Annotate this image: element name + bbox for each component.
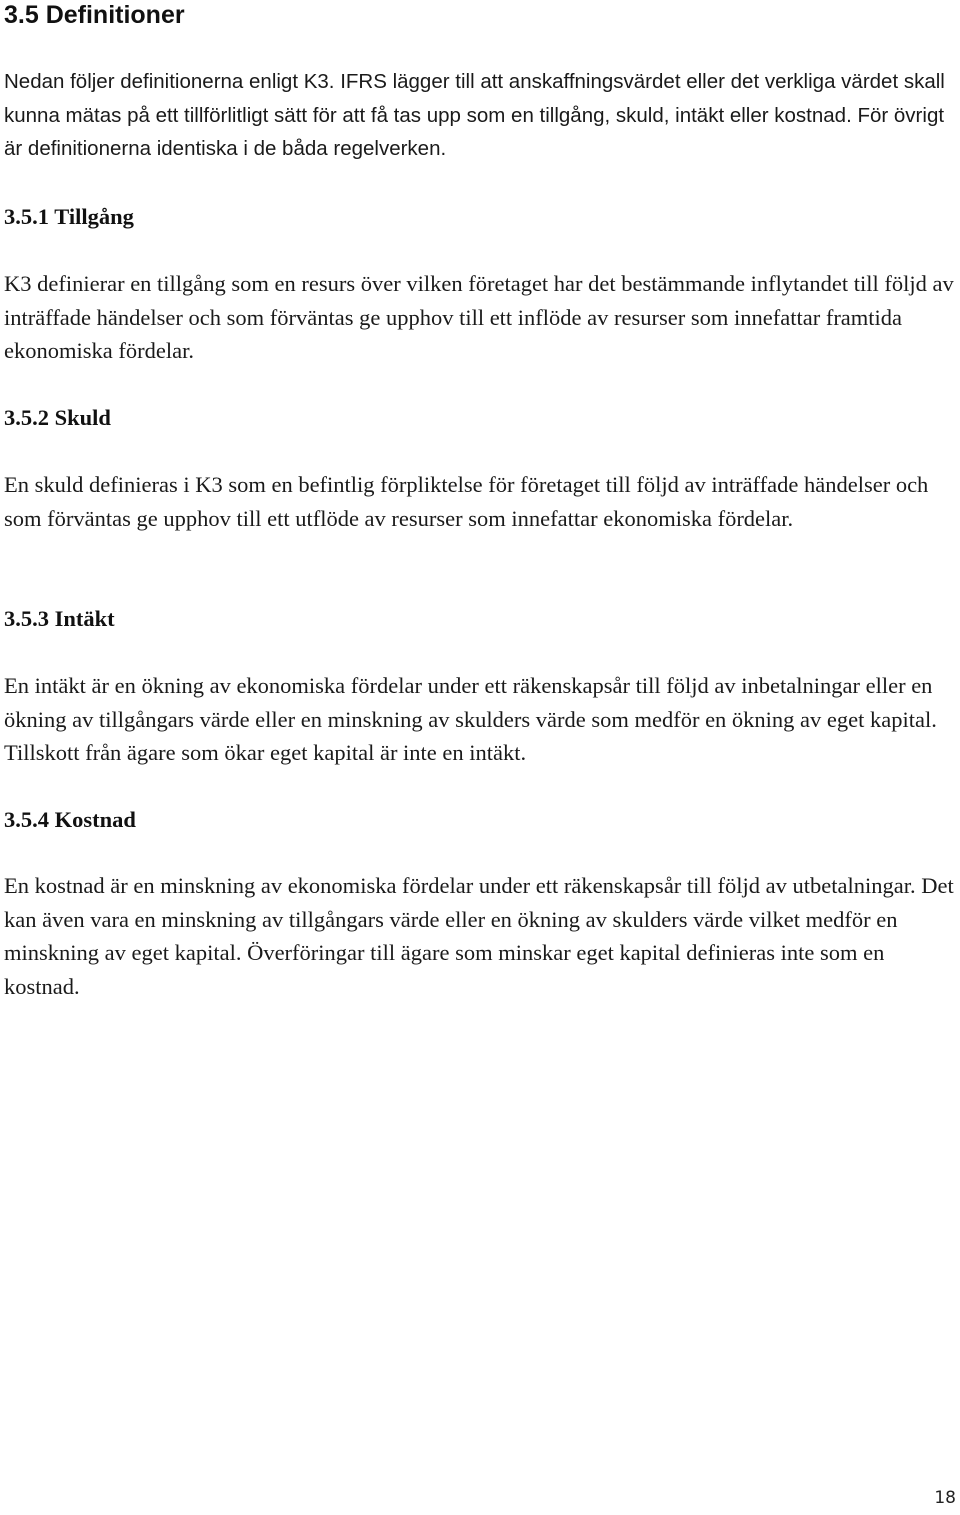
subsection-heading-skuld: 3.5.2 Skuld (4, 405, 111, 430)
page-number: 18 (934, 1488, 956, 1508)
intro-paragraph: Nedan följer definitionerna enligt K3. IFRS lägger till att anskaffningsvärdet eller det verkliga värdet skall kunna mätas på ett tillförlitligt sätt för att få tas upp som en tillgång, skuld, intäkt eller kostnad. För övrigt är definitionerna identiska i de båda regelverken. (4, 70, 945, 160)
section-heading: 3.5 Definitioner (4, 1, 185, 29)
subsection-heading-kostnad: 3.5.4 Kostnad (4, 807, 136, 832)
subsection-heading-tillgang: 3.5.1 Tillgång (4, 204, 134, 229)
subsection-body-kostnad: En kostnad är en minskning av ekonomiska fördelar under ett räkenskapsår till följd av utbetalningar. Det kan även vara en minskning av tillgångars värde eller en ökning av skulders värde vilket medför en minskning av eget kapital. Överföringar till ägare som minskar eget kapital definieras inte som en kostnad. (4, 873, 954, 999)
subsection-body-intakt: En intäkt är en ökning av ekonomiska fördelar under ett räkenskapsår till följd av inbetalningar eller en ökning av tillgångars värde eller en minskning av skulders värde som medför en ökning av eget kapital. Tillskott från ägare som ökar eget kapital är inte en intäkt. (4, 673, 937, 765)
subsection-body-skuld: En skuld definieras i K3 som en befintlig förpliktelse för företaget till följd av inträffade händelser och som förväntas ge upphov till ett utflöde av resurser som innefattar ekonomiska fördelar. (4, 472, 929, 531)
subsection-body-tillgang: K3 definierar en tillgång som en resurs över vilken företaget har det bestämmande inflytandet till följd av inträffade händelser och som förväntas ge upphov till ett inflöde av resurser som innefattar framtida ekonomiska fördelar. (4, 271, 954, 363)
subsection-heading-intakt: 3.5.3 Intäkt (4, 606, 115, 631)
